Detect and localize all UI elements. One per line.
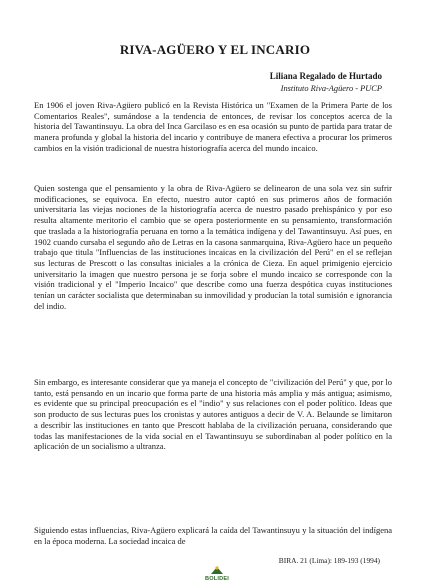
publisher-logo <box>202 565 232 587</box>
body-paragraph-3: Sin embargo, es interesante considerar que ya maneja el concepto de "civilización del Perú" y que, por lo tanto, está pensando en un incario que forma parte de una historia más amplia y más antigua; asimismo, es evidente que su principal preocupación es el "indio" y sus relaciones con el poder político. Ideas que son producto de sus lecturas pues los cronistas y autores antiguos a decir de V. A. Belaunde se limitaron a describir las instituciones en tanto que Prescott hablaba de la civilización peruana, considerando que todas las manifestaciones de la vida social en el Tawantinsuyu se subordinaban al poder político en la aplicación de un socialismo a ultranza. <box>34 377 392 452</box>
article-title: RIVA-AGÜERO Y EL INCARIO <box>119 42 311 57</box>
publisher-logo-text: BOLIDEI <box>204 576 230 582</box>
body-paragraph-1: En 1906 el joven Riva-Agüero publicó en la Revista Histórica un "Examen de la Primera Parte de los Comentarios Reales", sumándose a la tendencia de entonces, de revisar los conceptos acerca de la historia del Tawantinsuyu. La obra del Inca Garcilaso es en esa ocasión su punto de partida para tratar de manera profunda y global la historia del incario y contribuye de manera efectiva a procurar los primeros cambios en la visión tradicional de nuestra historiografía acerca del mundo incaico. <box>34 100 392 153</box>
body-paragraph-4: Siguiendo estas influencias, Riva-Agüero explicará la caída del Tawantinsuyu y la situación del indígena en la época moderna. La sociedad incaica de <box>34 525 392 546</box>
author-affiliation: Instituto Riva-Agüero - PUCP <box>280 84 382 93</box>
publisher-logo-icon <box>210 565 224 575</box>
journal-citation: BIRA. 21 (Lima): 189-193 (1994) <box>278 556 380 565</box>
body-paragraph-2: Quien sostenga que el pensamiento y la obra de Riva-Agüero se delinearon de una sola vez sin sufrir modificaciones, se equivoca. En efecto, nuestro autor captó en sus primeros años de formación universitaria las viejas nociones de la historiografía acerca de nuestro pasado prehispánico y por eso resulta altamente meritorio el cambio que se opera posteriormente en su pensamiento, transformación que traslada a la historiografía peruana en torno a la temática indígena y del Tawantinsuyu. Así pues, en 1902 cuando cursaba el segundo año de Letras en la casona sanmarquina, Riva-Agüero hace un pequeño trabajo que titula "Influencias de las instituciones incaicas en la civilización del Perú" en el se reflejan sus lecturas de Prescott o las consultas iniciales a la crónica de Cieza. En aquel primigenio ejercicio universitario la imagen que nuestro persona je se forja sobre el mundo incaico se corresponde con la visión tradicional y el "Imperio Incaico" que describe como una fuerza despótica cuyas instituciones tenían un carácter socialista que determinaban su inmovilidad y producían la total sumisión e ignorancia del indio. <box>34 183 392 311</box>
author-name: Liliana Regalado de Hurtado <box>269 71 382 81</box>
